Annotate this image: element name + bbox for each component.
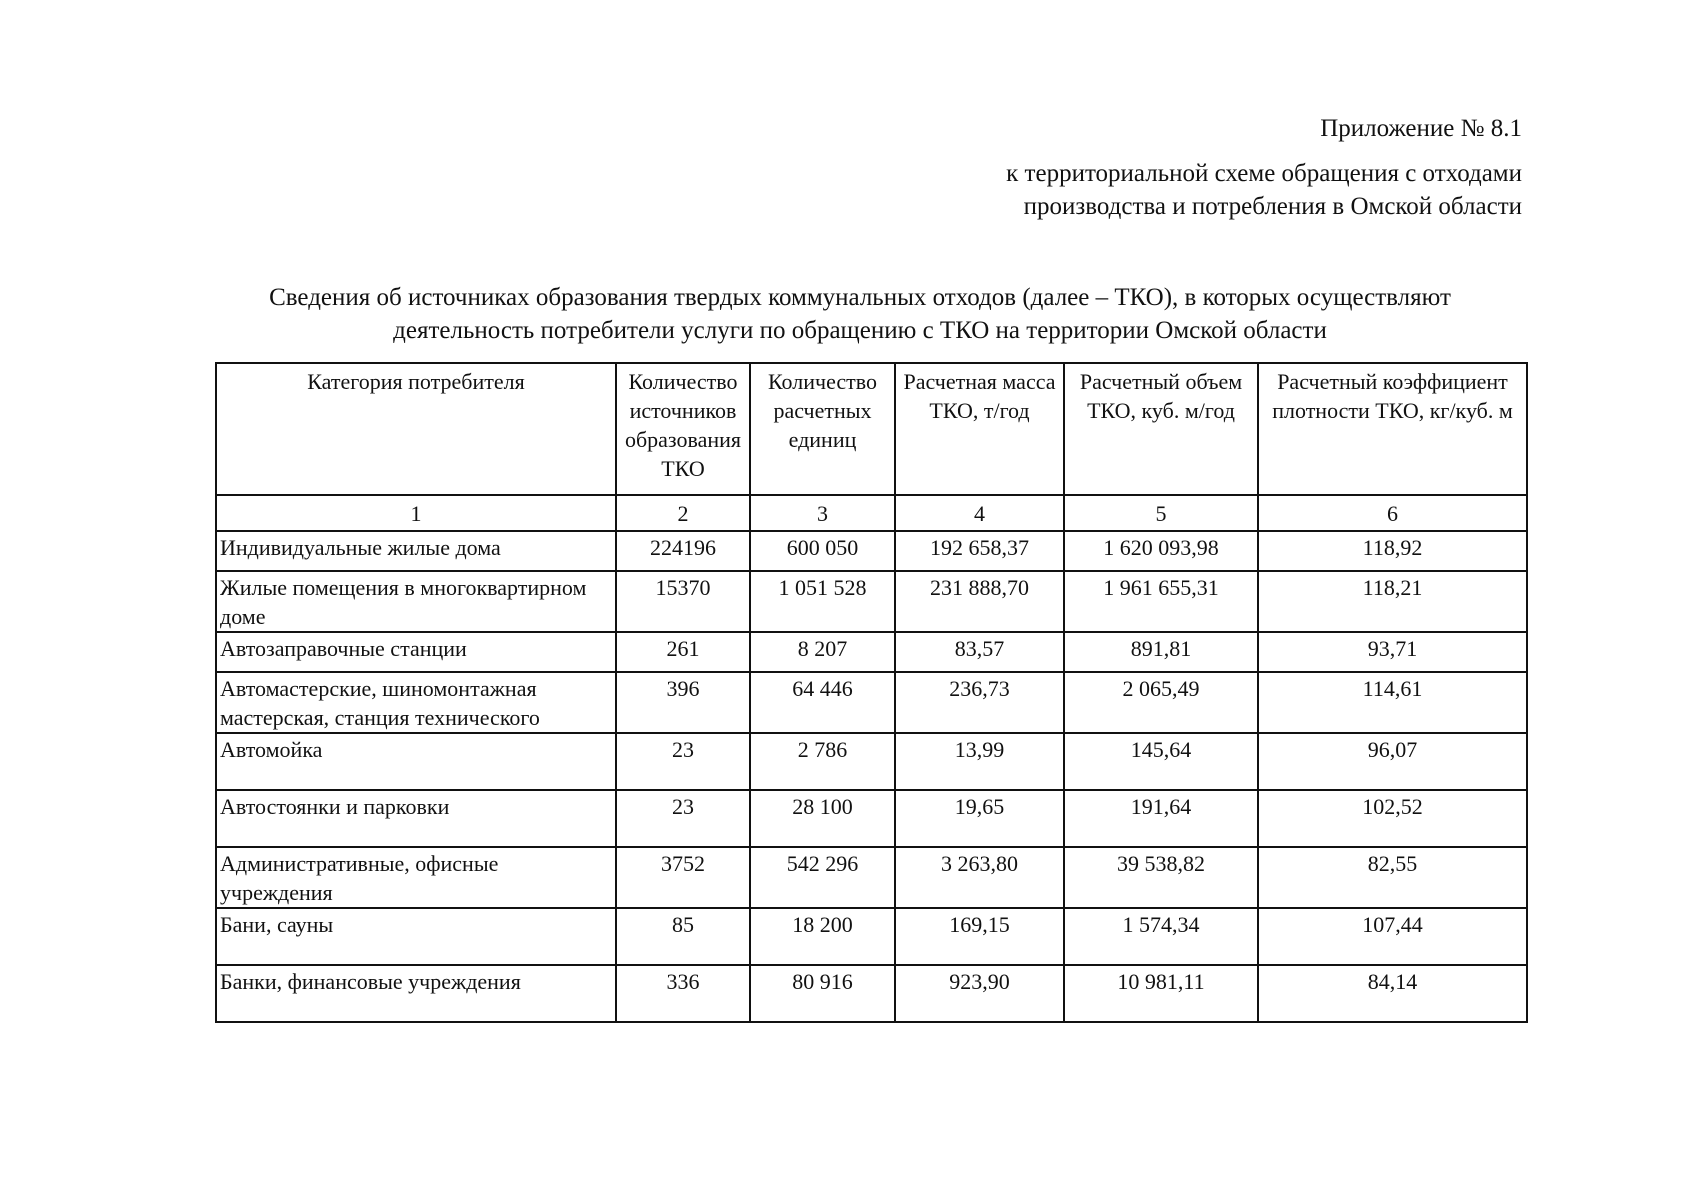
cell-volume: 191,64 [1064,790,1258,847]
column-header-density: Расчетный коэффициент плотности ТКО, кг/куб. м [1258,363,1527,495]
cell-mass: 19,65 [895,790,1064,847]
appendix-reference-line-1: к территориальной схеме обращения с отходами [1006,160,1522,187]
column-header-sources-count: Количество источников образования ТКО [616,363,750,495]
cell-category: Автозаправочные станции [216,632,616,672]
document-title-line-1: Сведения об источниках образования твердых коммунальных отходов (далее – ТКО), в которых осуществляют [269,284,1451,311]
waste-sources-table [215,362,1528,1023]
appendix-reference [1006,157,1522,223]
cell-density: 118,92 [1258,531,1527,571]
cell-units-count: 18 200 [750,908,895,965]
cell-mass: 83,57 [895,632,1064,672]
column-number: 4 [895,495,1064,531]
appendix-number: Приложение № 8.1 [1320,115,1522,142]
cell-category: Бани, сауны [216,908,616,965]
cell-sources-count: 224196 [616,531,750,571]
table-row [216,908,1527,965]
table-row [216,571,1527,632]
cell-sources-count: 3752 [616,847,750,908]
cell-volume: 145,64 [1064,733,1258,790]
column-header-volume: Расчетный объем ТКО, куб. м/год [1064,363,1258,495]
table-row [216,965,1527,1022]
cell-units-count: 2 786 [750,733,895,790]
cell-volume: 1 574,34 [1064,908,1258,965]
cell-volume: 39 538,82 [1064,847,1258,908]
cell-sources-count: 336 [616,965,750,1022]
cell-density: 93,71 [1258,632,1527,672]
cell-category: Автостоянки и парковки [216,790,616,847]
cell-category: Автомастерские, шиномонтажная мастерская, станция технического [216,672,616,733]
cell-mass: 923,90 [895,965,1064,1022]
cell-units-count: 80 916 [750,965,895,1022]
cell-density: 84,14 [1258,965,1527,1022]
table-row [216,733,1527,790]
cell-mass: 13,99 [895,733,1064,790]
cell-category: Жилые помещения в многоквартирном доме [216,571,616,632]
column-header-category: Категория потребителя [216,363,616,495]
cell-sources-count: 261 [616,632,750,672]
column-header-units-count: Количество расчетных единиц [750,363,895,495]
cell-units-count: 64 446 [750,672,895,733]
cell-mass: 236,73 [895,672,1064,733]
cell-sources-count: 396 [616,672,750,733]
cell-mass: 231 888,70 [895,571,1064,632]
cell-sources-count: 85 [616,908,750,965]
cell-units-count: 600 050 [750,531,895,571]
column-number: 5 [1064,495,1258,531]
cell-volume: 2 065,49 [1064,672,1258,733]
cell-sources-count: 23 [616,733,750,790]
column-number: 6 [1258,495,1527,531]
document-title [190,281,1530,347]
document-title-line-2: деятельность потребители услуги по обращению с ТКО на территории Омской области [393,317,1327,344]
column-number: 2 [616,495,750,531]
cell-mass: 169,15 [895,908,1064,965]
cell-category: Автомойка [216,733,616,790]
column-number-row [216,495,1527,531]
cell-sources-count: 15370 [616,571,750,632]
cell-density: 114,61 [1258,672,1527,733]
cell-category: Банки, финансовые учреждения [216,965,616,1022]
cell-units-count: 28 100 [750,790,895,847]
table-row [216,790,1527,847]
cell-sources-count: 23 [616,790,750,847]
cell-units-count: 1 051 528 [750,571,895,632]
table-row [216,531,1527,571]
table-row [216,847,1527,908]
cell-mass: 3 263,80 [895,847,1064,908]
cell-volume: 1 961 655,31 [1064,571,1258,632]
cell-density: 118,21 [1258,571,1527,632]
table-row [216,672,1527,733]
cell-volume: 10 981,11 [1064,965,1258,1022]
appendix-reference-line-2: производства и потребления в Омской области [1023,193,1522,220]
cell-density: 96,07 [1258,733,1527,790]
column-number: 3 [750,495,895,531]
cell-mass: 192 658,37 [895,531,1064,571]
cell-density: 107,44 [1258,908,1527,965]
table-row [216,632,1527,672]
cell-density: 82,55 [1258,847,1527,908]
table-header-row [216,363,1527,495]
cell-units-count: 542 296 [750,847,895,908]
column-number: 1 [216,495,616,531]
cell-density: 102,52 [1258,790,1527,847]
cell-category: Административные, офисные учреждения [216,847,616,908]
cell-volume: 1 620 093,98 [1064,531,1258,571]
column-header-mass: Расчетная масса ТКО, т/год [895,363,1064,495]
cell-units-count: 8 207 [750,632,895,672]
cell-category: Индивидуальные жилые дома [216,531,616,571]
cell-volume: 891,81 [1064,632,1258,672]
